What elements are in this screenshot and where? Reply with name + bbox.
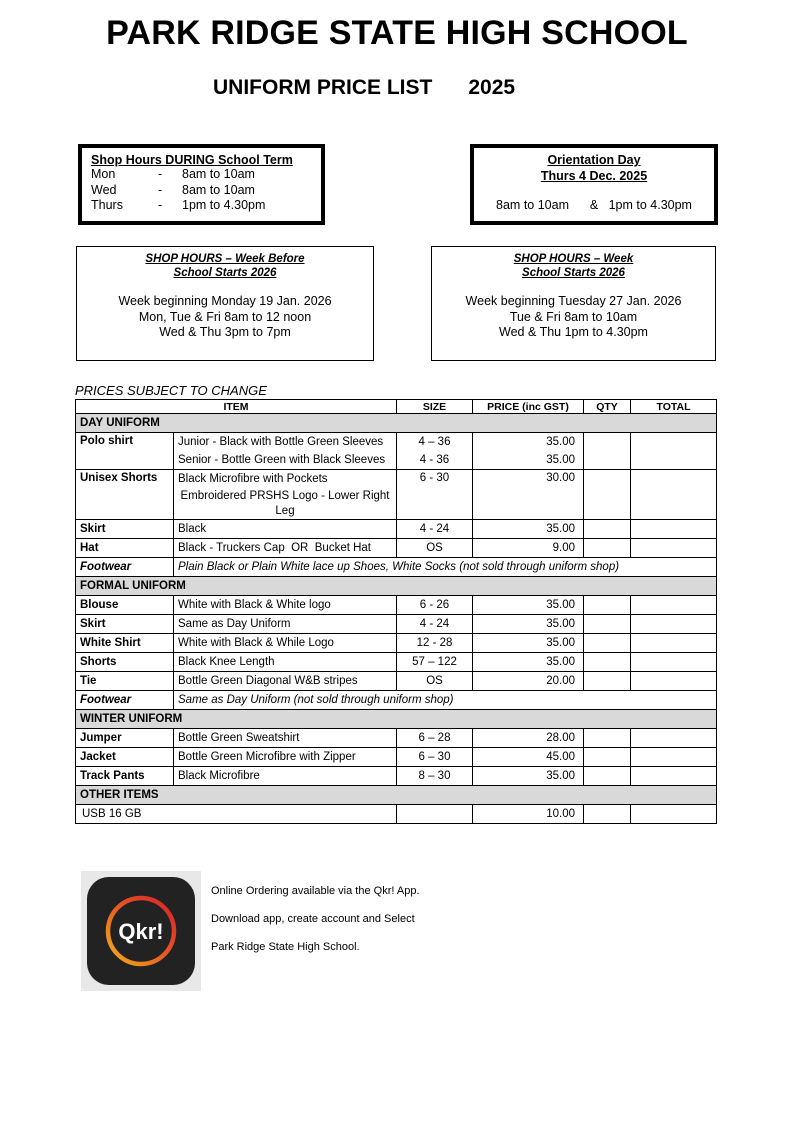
item-desc: Junior - Black with Bottle Green Sleeves [174, 433, 397, 452]
table-row [76, 767, 717, 786]
qkr-logo-text: Qkr! [118, 919, 164, 944]
item-size: 6 - 30 [397, 470, 473, 520]
term-shop-hours-box [78, 144, 325, 225]
item-price: 35.00 [473, 596, 584, 615]
col-qty: QTY [584, 400, 631, 414]
item-desc: Black Knee Length [174, 653, 397, 672]
section-title: WINTER UNIFORM [76, 710, 717, 729]
total-cell[interactable] [631, 615, 717, 634]
week-start-line: Week beginning Tuesday 27 Jan. 2026 [465, 294, 682, 308]
qty-cell[interactable] [584, 767, 631, 786]
item-name: Jacket [76, 748, 174, 767]
table-row [76, 805, 717, 824]
item-price: 35.00 [473, 767, 584, 786]
item-size: 6 - 26 [397, 596, 473, 615]
week-before-heading: SHOP HOURS – Week Before [145, 253, 305, 265]
qty-cell[interactable] [584, 433, 631, 470]
item-name: Polo shirt [76, 433, 174, 470]
table-row [76, 653, 717, 672]
week-start-line: Wed & Thu 1pm to 4.30pm [499, 325, 648, 339]
item-size: 6 – 30 [397, 748, 473, 767]
item-desc: White with Black & White logo [174, 596, 397, 615]
total-cell[interactable] [631, 672, 717, 691]
item-size: OS [397, 672, 473, 691]
prices-notice: PRICES SUBJECT TO CHANGE [75, 383, 267, 398]
item-desc-line: Black Microfibre with Pockets [178, 473, 328, 485]
list-year: 2025 [468, 76, 516, 99]
item-desc [174, 470, 397, 520]
item-price: 35.00 [473, 634, 584, 653]
total-cell[interactable] [631, 653, 717, 672]
item-desc: Black - Truckers Cap OR Bucket Hat [174, 539, 397, 558]
item-price: 9.00 [473, 539, 584, 558]
item-desc: Bottle Green Diagonal W&B stripes [174, 672, 397, 691]
item-name: Unisex Shorts [76, 470, 174, 520]
item-desc: Bottle Green Microfibre with Zipper [174, 748, 397, 767]
table-header-row [76, 400, 717, 414]
total-cell[interactable] [631, 520, 717, 539]
qty-cell[interactable] [584, 672, 631, 691]
qkr-app-logo [81, 871, 201, 991]
item-desc-line: Embroidered PRSHS Logo - Lower Right Leg [180, 490, 390, 517]
orientation-date: Thurs 4 Dec. 2025 [540, 168, 648, 183]
week-start-line: Tue & Fri 8am to 10am [509, 309, 638, 324]
hours-row [91, 183, 321, 199]
week-start-subheading: School Starts 2026 [522, 267, 625, 279]
item-price: 28.00 [473, 729, 584, 748]
item-name: Skirt [76, 520, 174, 539]
section-title: DAY UNIFORM [76, 414, 717, 433]
table-row [76, 558, 717, 577]
table-row [76, 520, 717, 539]
section-row [76, 786, 717, 805]
qty-cell[interactable] [584, 729, 631, 748]
item-desc: USB 16 GB [76, 805, 397, 824]
price-list-title [213, 76, 515, 100]
qkr-line: Download app, create account and Select [211, 913, 415, 925]
week-before-line: Wed & Thu 3pm to 7pm [159, 325, 291, 339]
item-size: 4 - 24 [397, 520, 473, 539]
week-before-line: Week beginning Monday 19 Jan. 2026 [118, 294, 332, 308]
item-price: 35.00 [473, 433, 584, 452]
list-title-text: UNIFORM PRICE LIST [213, 76, 433, 99]
week-start-box [431, 246, 716, 361]
price-table [75, 399, 717, 824]
total-cell[interactable] [631, 634, 717, 653]
section-title: FORMAL UNIFORM [76, 577, 717, 596]
item-desc: Black [174, 520, 397, 539]
item-name: Skirt [76, 615, 174, 634]
hours-sep: - [158, 167, 163, 181]
school-title: PARK RIDGE STATE HIGH SCHOOL [106, 14, 688, 52]
qty-cell[interactable] [584, 539, 631, 558]
item-price: 10.00 [473, 805, 584, 824]
item-size: 12 - 28 [397, 634, 473, 653]
item-name: Jumper [76, 729, 174, 748]
item-desc: Black Microfibre [174, 767, 397, 786]
hours-row [91, 167, 321, 183]
week-start-heading: SHOP HOURS – Week [513, 253, 634, 265]
item-size [397, 805, 473, 824]
item-size: 4 – 36 [397, 433, 473, 452]
col-price: PRICE (inc GST) [473, 400, 584, 414]
table-row [76, 596, 717, 615]
item-name: White Shirt [76, 634, 174, 653]
table-row [76, 615, 717, 634]
col-item: ITEM [76, 400, 397, 414]
section-title: OTHER ITEMS [76, 786, 717, 805]
table-row [76, 729, 717, 748]
item-desc: Plain Black or Plain White lace up Shoes, White Socks (not sold through uniform shop) [174, 558, 717, 577]
col-total: TOTAL [631, 400, 717, 414]
qty-cell[interactable] [584, 520, 631, 539]
item-price: 20.00 [473, 672, 584, 691]
item-price: 35.00 [473, 520, 584, 539]
item-name: Footwear [76, 691, 174, 710]
item-desc: Bottle Green Sweatshirt [174, 729, 397, 748]
item-size: 6 – 28 [397, 729, 473, 748]
week-before-line: Mon, Tue & Fri 8am to 12 noon [138, 309, 312, 324]
week-before-box [76, 246, 374, 361]
hours-row [91, 198, 321, 214]
total-cell[interactable] [631, 748, 717, 767]
item-desc: Senior - Bottle Green with Black Sleeves [174, 451, 397, 470]
total-cell[interactable] [631, 805, 717, 824]
qkr-line: Online Ordering available via the Qkr! App. [211, 885, 420, 897]
item-desc: Same as Day Uniform [174, 615, 397, 634]
total-cell[interactable] [631, 433, 717, 470]
qty-cell[interactable] [584, 634, 631, 653]
item-size: OS [397, 539, 473, 558]
item-price: 30.00 [473, 470, 584, 520]
total-cell[interactable] [631, 470, 717, 520]
item-price: 45.00 [473, 748, 584, 767]
section-row [76, 414, 717, 433]
qty-cell[interactable] [584, 615, 631, 634]
hours-day: Wed [91, 182, 117, 197]
item-price: 35.00 [473, 653, 584, 672]
qkr-app-icon [87, 877, 195, 985]
hours-day: Mon [91, 167, 116, 181]
total-cell[interactable] [631, 729, 717, 748]
item-size: 4 - 36 [397, 451, 473, 470]
total-cell[interactable] [631, 539, 717, 558]
item-name: Tie [76, 672, 174, 691]
item-desc: Same as Day Uniform (not sold through uniform shop) [174, 691, 717, 710]
hours-day: Thurs [91, 198, 123, 212]
item-name: Footwear [76, 558, 174, 577]
item-size: 4 - 24 [397, 615, 473, 634]
item-name: Blouse [76, 596, 174, 615]
table-row [76, 691, 717, 710]
section-row [76, 710, 717, 729]
qty-cell[interactable] [584, 653, 631, 672]
section-row [76, 577, 717, 596]
qty-cell[interactable] [584, 805, 631, 824]
total-cell[interactable] [631, 596, 717, 615]
hours-time: 8am to 10am [182, 167, 255, 181]
item-name: Track Pants [76, 767, 174, 786]
item-name: Shorts [76, 653, 174, 672]
hours-time: 1pm to 4.30pm [182, 198, 266, 212]
table-row [76, 470, 717, 520]
hours-time: 8am to 10am [182, 182, 255, 197]
item-size: 57 – 122 [397, 653, 473, 672]
item-price: 35.00 [473, 615, 584, 634]
item-desc: White with Black & While Logo [174, 634, 397, 653]
qty-cell[interactable] [584, 596, 631, 615]
hours-sep: - [158, 182, 163, 197]
table-row [76, 433, 717, 452]
week-before-subheading: School Starts 2026 [173, 267, 277, 279]
item-name: Hat [76, 539, 174, 558]
qkr-line: Park Ridge State High School. [211, 941, 360, 953]
qty-cell[interactable] [584, 470, 631, 520]
item-size: 8 – 30 [397, 767, 473, 786]
term-shop-hours-heading: Shop Hours DURING School Term [91, 153, 293, 167]
table-row [76, 539, 717, 558]
item-price: 35.00 [473, 451, 584, 470]
table-row [76, 748, 717, 767]
col-size: SIZE [397, 400, 473, 414]
orientation-times: 8am to 10am & 1pm to 4.30pm [496, 198, 692, 212]
orientation-heading: Orientation Day [547, 153, 641, 167]
hours-sep: - [158, 198, 163, 212]
table-row [76, 634, 717, 653]
table-row [76, 672, 717, 691]
total-cell[interactable] [631, 767, 717, 786]
qkr-ring-icon [87, 877, 195, 985]
orientation-day-box [470, 144, 718, 225]
qty-cell[interactable] [584, 748, 631, 767]
